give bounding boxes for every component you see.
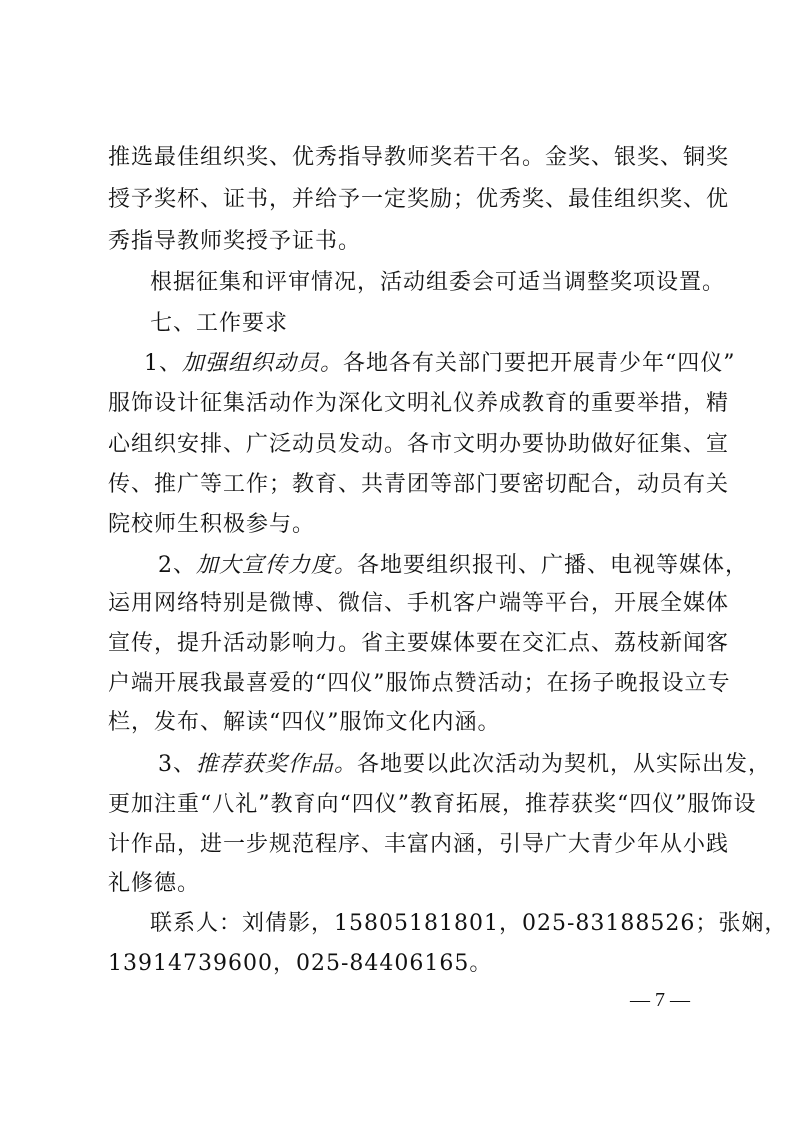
awards-line-1: 推选最佳组织奖、优秀指导教师奖若干名。金奖、银奖、铜奖	[108, 145, 730, 170]
item3-number: 3、	[158, 752, 196, 777]
item2-title: 加大宣传力度。	[196, 553, 358, 578]
item2-line-5: 栏，发布、解读“四仪”服饰文化内涵。	[108, 710, 501, 735]
item2-first-line	[158, 546, 793, 586]
item2-line-4: 户端开展我最喜爱的“四仪”服饰点赞活动；在扬子晚报设立专	[108, 671, 731, 696]
item2-number: 2、	[158, 553, 196, 578]
item1-first-line	[144, 344, 793, 384]
item1-text-1: 各地各有关部门要把开展青少年“四仪”	[343, 351, 736, 376]
item3-title: 推荐获奖作品。	[196, 752, 358, 777]
item3-line-4: 礼修德。	[108, 871, 201, 896]
contact-line-1: 联系人：刘倩影，15805181801，025-83188526；张娴，	[150, 911, 788, 936]
item3-text-1: 各地要以此次活动为契机，从实际出发，	[357, 752, 772, 777]
awards-line-3: 秀指导教师奖授予证书。	[108, 229, 362, 254]
item3-line-2: 更加注重“八礼”教育向“四仪”教育拓展，推荐获奖“四仪”服饰设	[108, 792, 757, 817]
adjust-paragraph: 根据征集和评审情况，活动组委会可适当调整奖项设置。	[150, 270, 726, 295]
item1-line-2: 服饰设计征集活动作为深化文明礼仪养成教育的重要举措，精	[108, 391, 730, 416]
section-heading: 七、工作要求	[150, 311, 289, 336]
item1-number: 1、	[144, 351, 182, 376]
item2-line-2: 运用网络特别是微博、微信、手机客户端等平台，开展全媒体	[108, 591, 730, 616]
item3-line-3: 计作品，进一步规范程序、丰富内涵，引导广大青少年从小践	[108, 832, 730, 857]
item1-line-5: 院校师生积极参与。	[108, 512, 316, 537]
awards-line-2: 授予奖杯、证书，并给予一定奖励；优秀奖、最佳组织奖、优	[108, 187, 730, 212]
item1-line-3: 心组织安排、广泛动员发动。各市文明办要协助做好征集、宣	[108, 432, 730, 457]
item2-text-1: 各地要组织报刊、广播、电视等媒体，	[357, 553, 749, 578]
item1-title: 加强组织动员。	[182, 351, 344, 376]
item1-line-4: 传、推广等工作；教育、共青团等部门要密切配合，动员有关	[108, 472, 730, 497]
item2-line-3: 宣传，提升活动影响力。省主要媒体要在交汇点、荔枝新闻客	[108, 631, 730, 656]
page-number: — 7 —	[630, 989, 690, 1011]
item3-first-line	[158, 745, 793, 785]
contact-line-2: 13914739600，025-84406165。	[108, 951, 493, 976]
